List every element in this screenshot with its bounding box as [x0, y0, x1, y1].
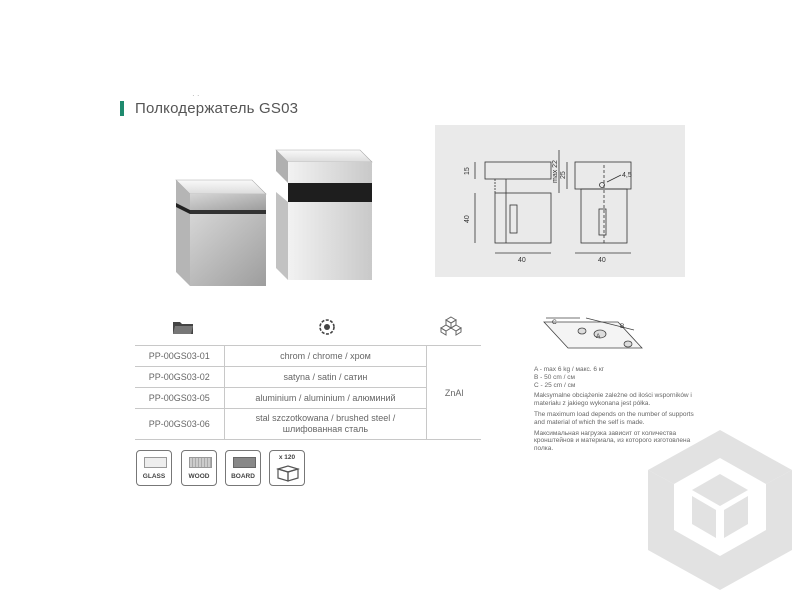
finish-swirl-icon — [318, 318, 336, 336]
dim-front-body: 40 — [464, 215, 471, 223]
quantity-label: x 120 — [278, 454, 296, 461]
badge-label: BOARD — [231, 473, 255, 480]
note-c: C - 25 cm / см — [534, 381, 576, 389]
badge-label: WOOD — [188, 473, 210, 480]
badge-label: GLASS — [142, 473, 166, 480]
product-code: PP-00GS03-01 — [135, 346, 224, 367]
product-code: PP-00GS03-06 — [135, 409, 224, 440]
glass-badge — [136, 450, 172, 486]
load-label-a: A — [596, 333, 601, 340]
dim-front-top: 15 — [464, 167, 471, 175]
dim-front-max: max 22 — [552, 160, 559, 183]
material-name: ZnAl — [427, 346, 481, 440]
quantity-badge — [269, 450, 305, 486]
product-photo — [160, 140, 390, 300]
folder-icon — [172, 319, 194, 335]
board-badge — [225, 450, 261, 486]
dim-side-hole: 4,5 — [622, 172, 632, 179]
note-ru: Максимальная нагрузка зависит от количества кронштейнов и материала, из которого изготовлена полка. — [534, 429, 691, 453]
glass-swatch-icon — [144, 457, 167, 468]
finish-name: chrom / chrome / хром — [224, 346, 427, 367]
dim-front-width: 40 — [518, 257, 526, 264]
spec-table — [135, 345, 481, 440]
cubes-icon — [440, 316, 462, 336]
box-icon — [276, 464, 300, 482]
load-label-b: B — [620, 323, 625, 330]
dim-side-top: 25 — [560, 171, 567, 179]
note-a: A - max 6 kg / макс. 6 кг — [534, 366, 605, 373]
title-accent-bar — [120, 101, 124, 116]
load-diagram — [530, 312, 660, 364]
product-code: PP-00GS03-02 — [135, 367, 224, 388]
technical-drawing — [435, 125, 685, 277]
wood-badge — [181, 450, 217, 486]
note-b: B - 50 cm / см — [534, 373, 575, 381]
cube-watermark-icon — [648, 430, 792, 590]
note-pl: Maksymalne obciążenie zależne od ilości wsporników i materiału z jakiego wykonana jest półka. — [534, 392, 692, 408]
product-code: PP-00GS03-05 — [135, 388, 224, 409]
board-swatch-icon — [233, 457, 256, 468]
finish-name: stal szczotkowana / brushed steel / шлифованная сталь — [224, 409, 427, 440]
title-dots: · · — [192, 91, 200, 100]
page-title: Полкодержатель GS03 — [135, 100, 299, 117]
dim-side-width: 40 — [598, 257, 606, 264]
wood-swatch-icon — [189, 457, 212, 468]
finish-name: aluminium / aluminium / алюминий — [224, 388, 427, 409]
load-label-c: C — [552, 319, 557, 326]
finish-name: satyna / satin / сатин — [224, 367, 427, 388]
note-en: The maximum load depends on the number of supports and material of which the self is made. — [534, 410, 694, 426]
table-row — [135, 346, 481, 367]
